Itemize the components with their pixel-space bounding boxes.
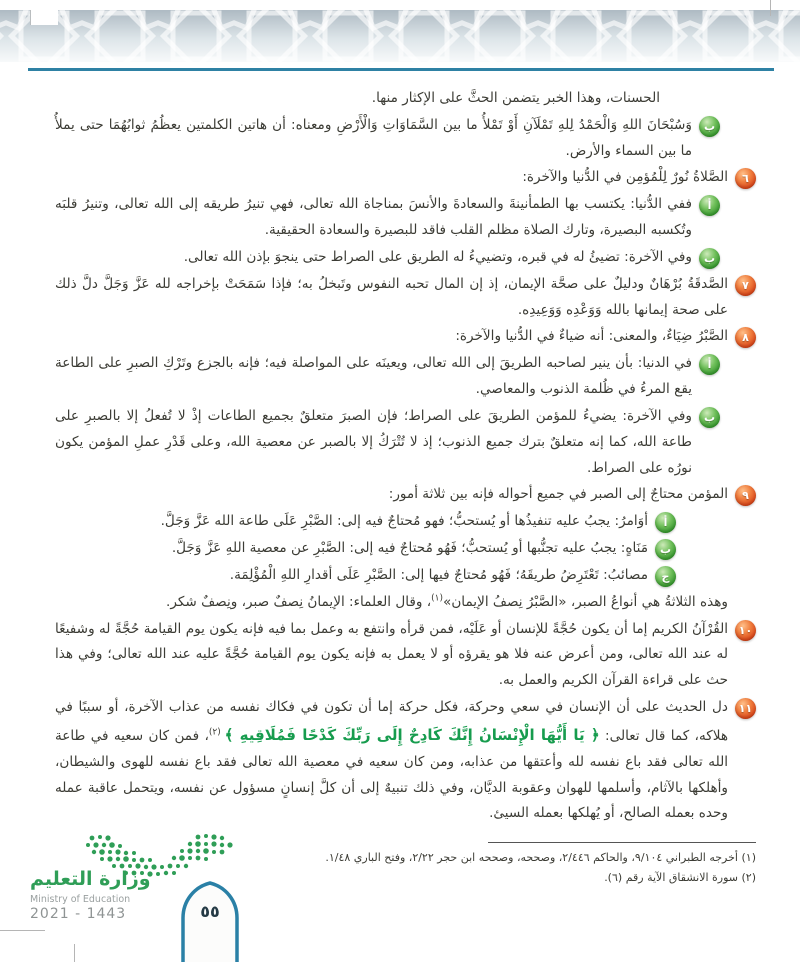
header-rule: [28, 68, 774, 71]
item-number-badge: ب: [655, 539, 676, 560]
item-text: مصائبُ: تَعْتَرِضُ طريقَهُ؛ فَهُو مُحتاجٌ فيها إلى: الصَّبْرِ عَلَى أقدارِ اللهِ الْمُؤْلِمَة.: [229, 566, 648, 583]
list-item: [55, 324, 756, 350]
item-text: الصَّبْرُ ضِيَاءٌ، والمعنى: أنه ضياءٌ في الدُّنيا والآخرة:: [455, 328, 728, 345]
content-list: [55, 86, 756, 828]
footnote-1: (١) أخرجه الطبراني ٩/١٠٤، والحاكم ٢/٤٤٦، وصححه، وصححه ابن حجر ٢/٢٢، وفتح الباري ١/٤٨.: [325, 851, 756, 864]
item-number-badge: ١١: [735, 698, 756, 719]
item-number-badge: ٧: [735, 275, 756, 296]
item-number-badge: ١٠: [735, 620, 756, 641]
item-text: القُرْآنُ الكريم إما أن يكون حُجَّةً للإنسان أو عَلَيْه، فمن قرأه وانتفع به وعمل بما فيه فإنه يكون يوم القيامة حُجَّةً له وشفيعًا له عند الله تعالى، ومن أعرض عنه فلا هو يقرؤه أو لا يعمل به فإنه يكون يوم القيامة حُجَّةً عليه عند الله تعالى؛ وفي هذا حث على قراءة القرآن الكريم والعمل به.: [55, 620, 728, 689]
ministry-name-arabic: وزارة التعليم: [30, 868, 151, 890]
list-item: [55, 590, 728, 616]
item-text: الصَّدقَةُ بُرْهَانٌ ودليلٌ على صحَّة الإيمان، إذ إن المال تحبه النفوس وتَبخلُ به؛ فإذا سَمَحَتْ بإخراجه لله عَزَّ وَجَلَّ دلَّ ذلك على صحة إيمانها بالله وَوَعْدِه وَوَعِيدِه.: [55, 275, 728, 318]
list-item: [55, 245, 720, 271]
crop-mark-top-right: [770, 0, 771, 16]
item-number-badge: ٦: [735, 168, 756, 189]
header-ornament-band: [0, 10, 800, 62]
item-text: وفي الآخرة: تضيئُ له في قبره، وتضييءُ له الطريق على الصراط حتى ينجوَ بإذن الله تعالى.: [183, 248, 692, 265]
edition-year: 2021 - 1443: [30, 906, 127, 922]
list-item: [55, 695, 756, 827]
item-text: أوَامرُ: يجبُ عليه تنفيذُها أو يُستحبُّ؛ فهو مُحتاجٌ فيه إلى: الصَّبْرِ عَلَى طاعة الله عَزَّ وَجَلَّ.: [160, 513, 648, 530]
page-number-badge: [174, 876, 246, 962]
list-item: [55, 272, 756, 324]
item-text: في الدنيا: بأن ينير لصاحبه الطريقَ إلى الله تعالى، ويعينَه على المواصلة فيه؛ فإنه بالجزع وتَرْكِ الصبرِ على الطاعة يقع المرءُ في ظُلمة الذنوب والمعاصي.: [55, 355, 692, 398]
item-text: الحسنات، وهذا الخبر يتضمن الحثَّ على الإكثار منها.: [371, 90, 660, 106]
item-number-badge: ٨: [735, 327, 756, 348]
list-item: [55, 617, 756, 694]
list-item: [55, 509, 676, 535]
item-number-badge: أ: [699, 195, 720, 216]
list-item: [55, 536, 676, 562]
item-number-badge: ب: [699, 116, 720, 137]
ministry-logo: [0, 828, 300, 962]
item-text: وَسُبْحَانَ اللهِ وَالْحَمْدُ لِلهِ تَمْلَآنِ أَوْ تَمْلأُ ما بين السَّمَاوَاتِ وَالْأَرْضِ ومعناه: أن هاتين الكلمتين يعظُمُ ثوابُهُمَا حتى يملأُ ما بين السماء والأرض.: [55, 116, 692, 159]
item-number-badge: ب: [699, 248, 720, 269]
ministry-name-english: Ministry of Education: [30, 894, 131, 905]
item-text: المؤمن محتاجٌ إلى الصبر في جميع أحواله فإنه بين ثلاثة أمور:: [388, 486, 728, 503]
item-text: وفي الآخرة: يضيءُ للمؤمن الطريقَ على الصراط؛ فإن الصبرَ متعلقٌ بجميع الطاعات إذْ لا تُفعلُ إلا بالصبرِ على طاعة الله، كما إنه متعلقٌ بترك جميع الذنوب؛ إذ لا تُتْرَكُ إلا بالصبر عن معصية الله، وعلى قَدْرِ عملِ المؤمن يكون نورُه على الصراط.: [55, 407, 692, 476]
list-item: [55, 86, 660, 112]
item-number-badge: أ: [655, 512, 676, 533]
item-text: ففي الدُّنيا: يكتسب بها الطمأنينةَ والسعادةَ والأنسَ بمناجاة الله تعالى، فهي تنيرُ طريقه إلى الله تعالى، وتنيرُ قلبَه وتُكسبه البصيرة، وتارك الصلاة مظلم القلب فاقد للبصيرة والسعادة الحقيقية.: [55, 196, 692, 239]
list-item: [55, 113, 720, 165]
list-item: [55, 563, 676, 589]
footnote-2: (٢) سورة الانشقاق الآية رقم (٦).: [604, 870, 756, 884]
item-number-badge: ب: [699, 407, 720, 428]
page-number: ٥٥: [200, 902, 220, 921]
item-number-badge: ٩: [735, 485, 756, 506]
geometric-pattern-icon: [0, 10, 800, 62]
list-item: [55, 192, 720, 244]
item-text: وهذه الثلاثةُ هي أنواعُ الصبر، «الصَّبْرُ نِصفُ الإيمان»$^{(١)}$، وقال العلماء: الإيمانُ نِصفٌ صبر، ونِصفٌ شكر.: [166, 593, 728, 610]
item-text: دل الحديث على أن الإنسان في سعي وحركة، فكل حركة إما أن تكون في فكاك نفسه من عذاب الآخرة، أو سببًا في هلاكه، كما قال تعالى: ﴿ يَا أَيُّهَا الْإِنْسَانُ إِنَّكَ كَادِحٌ إِلَى رَبِّكَ كَدْحًا فَمُلَاقِيهِ ﴾ $^{(٢)}$، فمن كان سعيه في طاعة الله تعالى فقد باع نفسه لله وأعتقها من عذابه، ومن كان سعيه في معصية الله تعالى فقد باع نفسه للهوى والشيطان، وأهلكها بالآثام، وأسلمها للهوان وعقوبة الديَّان، وفي ذلك تنبيهٌ إلى أن كلَّ إنسانٍ مسؤول عن نفسه، ويتحمل عاقبة عمله وحده بعمله الصالح، أو يُهلكها بعمله السيئ.: [55, 699, 728, 822]
footnote-divider: [488, 842, 756, 843]
list-item: [55, 404, 720, 481]
item-text: الصَّلاةُ نُورٌ لِلْمُؤمِن في الدُّنيا والآخرة:: [522, 169, 728, 186]
item-number-badge: أ: [699, 354, 720, 375]
list-item: [55, 482, 756, 508]
dome-shape: [183, 883, 237, 962]
item-text: مَنَاهٍ: يجبُ عليه تجنُّبها أو يُستحبُّ؛ فَهُو مُحتاجٌ فيه إلى: الصَّبْرِ عن معصية اللهِ عَزَّ وَجَلَّ.: [171, 540, 648, 557]
item-number-badge: ج: [655, 566, 676, 587]
list-item: [55, 165, 756, 191]
corner-notch: [30, 10, 58, 25]
footnotes: [300, 842, 756, 888]
list-item: [55, 351, 720, 403]
